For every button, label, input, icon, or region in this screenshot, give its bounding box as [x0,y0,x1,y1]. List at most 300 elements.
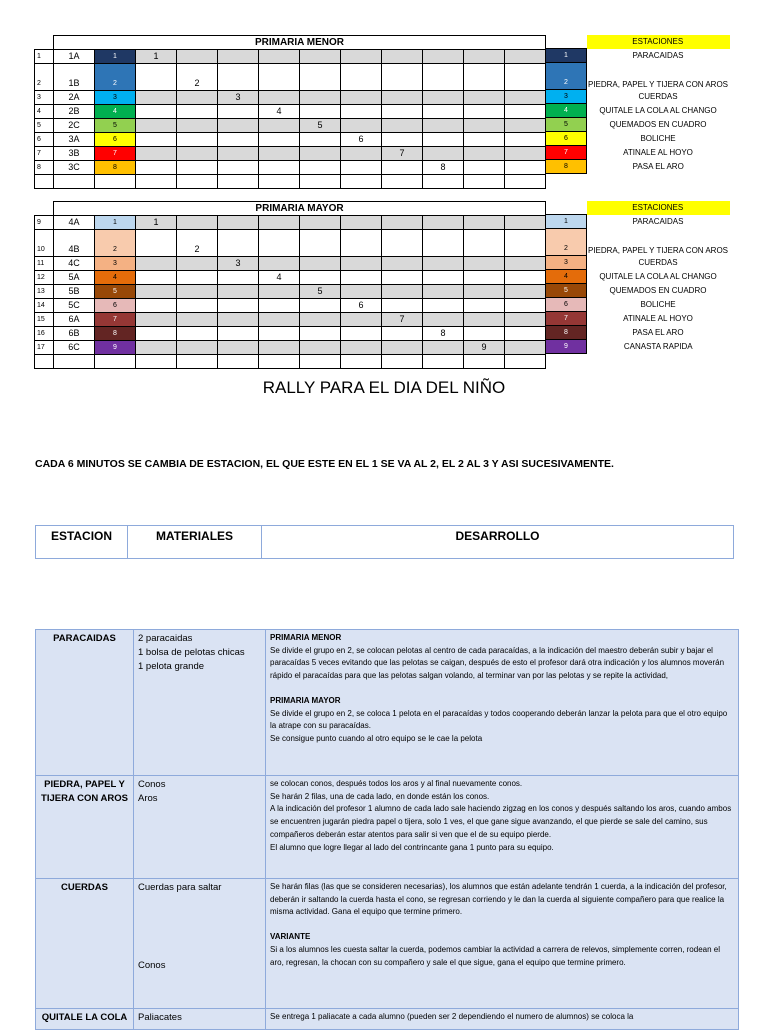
station-cell [136,230,177,257]
station-color-swatch: 7 [546,312,587,326]
empty-cell [382,355,423,369]
station-cell [218,119,259,133]
station-cell [382,285,423,299]
station-cell [259,147,300,161]
description-text: A la indicación del profesor 1 alumno de cada lado sale haciendo zigzag en los conos y después saltando los aros, cuando ambos se encuentren jugarán piedra papel o tijera, solo 1 ves, el que gane sigue avanzando, el que pierde se sale del camino, sus compañeros deberán estar atentos para salir si ven que el de su equipo pierde. [270,804,732,839]
description-text: El alumno que logre llegar al lado del contrincante gana 1 punto para su equipo. [270,842,554,852]
station-cell [218,105,259,119]
station-cell [218,230,259,257]
grid-row [35,119,546,133]
station-cell [177,299,218,313]
station-cell [259,91,300,105]
station-color-swatch: 4 [546,104,587,118]
station-cell [177,313,218,327]
station-cell: 7 [382,147,423,161]
station-color-swatch: 4 [546,270,587,284]
station-cell [382,119,423,133]
station-cell [423,257,464,271]
material-item: 1 pelota grande [138,661,205,672]
empty-cell [464,355,505,369]
detail-row-cuerdas [36,879,739,1009]
color-swatch: 4 [95,271,136,285]
color-swatch: 4 [95,105,136,119]
row-number: 13 [35,285,54,299]
detail-row-piedra [36,776,739,879]
station-cell [218,285,259,299]
station-cell [136,299,177,313]
station-cell [382,50,423,64]
row-number [35,355,54,369]
station-color-swatch: 3 [546,256,587,270]
station-color-swatch: 6 [546,298,587,312]
station-cell [136,64,177,91]
description-text: Si a los alumnos les cuesta saltar la cuerda, podemos cambiar la actividad a carrera de relevos, simplemente corren, rodean el aro, regresan, la chocan con su compañero y sale el que sigue, gana el equipo que termine primero. [270,944,720,967]
station-cell [341,161,382,175]
station-row [546,326,730,340]
row-number: 11 [35,257,54,271]
row-number: 1 [35,50,54,64]
station-cell [423,119,464,133]
station-cell [177,341,218,355]
description-text: Se harán filas (las que se consideren necesarias), los alumnos que están adelante tendrán 1 cuerda, a la indicación del profesor, deberán ir saltando la cuerda hasta el cono, se regresan corriendo y le dan la cuerda al siguiente compañero para que realice la misma actividad. Gana el equipo que termine primero. [270,882,727,917]
station-cell [136,133,177,147]
activities-header-table [35,525,734,559]
station-cell [300,299,341,313]
empty-cell [177,175,218,189]
grid-row [35,285,546,299]
color-swatch: 8 [95,327,136,341]
station-cell [218,327,259,341]
station-cell [177,119,218,133]
color-swatch: 1 [95,50,136,64]
station-cell [464,285,505,299]
header-estacion: ESTACION [36,526,128,559]
station-label: QUITALE LA COLA AL CHANGO [599,105,717,115]
station-cell [464,161,505,175]
description-text: Se divide el grupo en 2, se coloca 1 pelota en el paracaídas y todos cooperando deberán lanzar la pelota para que el otro equipo la atrape con su paracaídas. [270,708,728,731]
station-cell [218,64,259,91]
material-item: Conos [138,779,166,790]
station-cell [464,147,505,161]
station-cell [341,50,382,64]
row-number: 3 [35,91,54,105]
row-number: 9 [35,216,54,230]
row-number: 15 [35,313,54,327]
group-name: 3C [54,161,95,175]
station-cell [177,216,218,230]
primaria-mayor-grid [34,201,546,369]
station-label: CUERDAS [638,257,678,267]
station-cell [341,105,382,119]
grid-row [35,327,546,341]
station-cell [177,271,218,285]
description-text: se colocan conos, después todos los aros y al final nuevamente conos. [270,779,523,788]
color-swatch: 5 [95,285,136,299]
station-color-swatch: 2 [546,63,587,90]
station-cell [300,50,341,64]
empty-cell [218,175,259,189]
group-name: 2A [54,91,95,105]
station-cell [341,313,382,327]
grid-row [35,341,546,355]
station-row [546,63,730,90]
station-cell [300,161,341,175]
grid-row [35,64,546,91]
station-cell [300,133,341,147]
station-cell [464,257,505,271]
color-swatch: 7 [95,313,136,327]
grid-row [35,147,546,161]
station-cell [382,341,423,355]
station-cell [382,299,423,313]
group-name: 4B [54,230,95,257]
station-cell [218,299,259,313]
station-cell [218,133,259,147]
description-text: Se divide el grupo en 2, se colocan pelotas al centro de cada paracaídas, a la indicación del maestro deberán subir y bajar el paracaídas 5 veces evitando que las pelotas se caigan, después de esto el profesor dará otra indicación y los alumnos moverán rápido el paracaídas para que las pelotas salgan volando, al terminar van por las pelotas y se repite la actividad, [270,645,725,681]
station-cell [505,64,546,91]
station-name: CUERDAS [36,879,134,1009]
empty-cell [423,355,464,369]
stations-header: ESTACIONES [587,201,730,215]
group-name: 5C [54,299,95,313]
rotation-note: CADA 6 MINUTOS SE CAMBIA DE ESTACION, EL QUE ESTE EN EL 1 SE VA AL 2, EL 2 AL 3 Y ASI SUCESIVAMENTE. [35,458,614,470]
material-item: Conos [138,960,166,971]
station-cell [259,285,300,299]
station-cell: 8 [423,327,464,341]
color-swatch: 7 [95,147,136,161]
station-row [546,340,730,354]
station-row [546,146,730,160]
row-number: 14 [35,299,54,313]
group-name: 5B [54,285,95,299]
empty-cell [423,175,464,189]
station-cell [218,341,259,355]
station-cell [341,64,382,91]
station-cell [300,105,341,119]
color-swatch: 9 [95,341,136,355]
station-cell [259,119,300,133]
station-cell [341,91,382,105]
section-header: PRIMARIA MENOR [54,36,546,50]
station-cell [341,271,382,285]
station-cell [382,161,423,175]
station-cell [136,313,177,327]
station-cell [423,147,464,161]
station-cell [464,271,505,285]
station-cell [464,105,505,119]
station-cell [300,147,341,161]
materials-cell [134,776,266,879]
stations-swatch-header [546,201,587,215]
station-row [546,49,730,63]
empty-cell [382,175,423,189]
station-cell [177,285,218,299]
station-cell [259,341,300,355]
station-cell [300,327,341,341]
empty-cell [177,355,218,369]
station-name: PARACAIDAS [36,630,134,776]
station-label: BOLICHE [640,133,676,143]
station-label: CUERDAS [638,91,678,101]
station-label: QUITALE LA COLA AL CHANGO [599,271,717,281]
station-cell [300,341,341,355]
station-label: PIEDRA, PAPEL Y TIJERA CON AROS [587,245,729,255]
station-cell [382,91,423,105]
station-cell [505,271,546,285]
group-name: 3B [54,147,95,161]
station-color-swatch: 7 [546,146,587,160]
empty-cell [136,175,177,189]
station-cell [382,133,423,147]
row-number: 16 [35,327,54,341]
empty-cell [218,355,259,369]
station-cell [423,230,464,257]
station-cell [136,91,177,105]
station-cell [464,230,505,257]
station-label: BOLICHE [640,299,676,309]
material-item: Aros [138,793,158,804]
station-cell [259,216,300,230]
station-color-swatch: 1 [546,215,587,229]
empty-cell [54,175,95,189]
description-cell [266,879,739,1009]
station-cell [136,119,177,133]
empty-cell [464,175,505,189]
station-row [546,132,730,146]
empty-cell [136,355,177,369]
station-cell: 5 [300,119,341,133]
station-cell [505,105,546,119]
station-row [546,118,730,132]
section-title: PRIMARIA MENOR [270,633,342,642]
color-swatch: 8 [95,161,136,175]
station-cell [505,50,546,64]
grid-corner [35,36,54,50]
station-cell [464,299,505,313]
group-name: 1A [54,50,95,64]
station-cell [218,50,259,64]
group-name: 3A [54,133,95,147]
color-swatch: 3 [95,91,136,105]
description-text: Se harán 2 filas, una de cada lado, en donde están los conos. [270,791,490,801]
station-cell [300,313,341,327]
station-row [546,104,730,118]
station-cell [382,64,423,91]
station-cell [177,91,218,105]
station-cell: 1 [136,50,177,64]
station-cell [177,147,218,161]
station-cell [136,285,177,299]
empty-cell [505,175,546,189]
station-row [546,312,730,326]
empty-cell [259,355,300,369]
station-cell [423,64,464,91]
station-row [546,284,730,298]
row-number: 17 [35,341,54,355]
primaria-mayor-stations [545,201,730,354]
station-cell [464,313,505,327]
station-cell [136,161,177,175]
station-cell [136,271,177,285]
station-label: PASA EL ARO [632,327,684,337]
station-label: CANASTA RAPIDA [623,341,693,351]
station-label: PASA EL ARO [632,161,684,171]
row-number: 4 [35,105,54,119]
group-name: 1B [54,64,95,91]
grid-row [35,91,546,105]
station-label: PARACAIDAS [632,50,684,60]
station-color-swatch: 2 [546,229,587,256]
grid-corner [35,202,54,216]
station-cell [259,299,300,313]
material-item: 2 paracaidas [138,633,193,644]
station-label: ATINALE AL HOYO [623,147,693,157]
grid-row [35,105,546,119]
station-cell [300,257,341,271]
section-header: PRIMARIA MAYOR [54,202,546,216]
empty-cell [95,175,136,189]
station-cell [423,91,464,105]
station-cell [382,327,423,341]
station-color-swatch: 3 [546,90,587,104]
empty-cell [54,355,95,369]
grid-row [35,271,546,285]
station-cell: 6 [341,299,382,313]
station-cell [505,133,546,147]
station-cell [423,341,464,355]
group-name: 6A [54,313,95,327]
grid-row [35,230,546,257]
station-label: PARACAIDAS [632,216,684,226]
group-name: 4C [54,257,95,271]
station-color-swatch: 5 [546,118,587,132]
color-swatch: 3 [95,257,136,271]
description-cell: Se entrega 1 paliacate a cada alumno (pueden ser 2 dependiendo el numero de alumnos) se coloca la [266,1009,739,1030]
station-cell: 1 [136,216,177,230]
primaria-menor-stations [545,35,730,174]
station-cell [341,119,382,133]
group-name: 5A [54,271,95,285]
station-cell: 4 [259,271,300,285]
color-swatch: 6 [95,133,136,147]
empty-cell [259,175,300,189]
row-number: 7 [35,147,54,161]
station-cell [464,50,505,64]
station-cell [177,133,218,147]
materials-cell: Paliacates [134,1009,266,1030]
station-label: PIEDRA, PAPEL Y TIJERA CON AROS [587,79,729,89]
row-number: 6 [35,133,54,147]
station-cell [505,285,546,299]
material-item: 1 bolsa de pelotas chicas [138,647,245,658]
station-cell [382,105,423,119]
material-item: Cuerdas para saltar [138,882,222,893]
grid-row [35,50,546,64]
station-cell: 2 [177,230,218,257]
grid-row [35,299,546,313]
color-swatch: 1 [95,216,136,230]
station-cell [177,50,218,64]
station-cell [300,91,341,105]
station-label: QUEMADOS EN CUADRO [609,285,707,295]
row-number: 12 [35,271,54,285]
station-label: ATINALE AL HOYO [623,313,693,323]
station-cell [423,133,464,147]
header-materiales: MATERIALES [128,526,262,559]
station-cell [505,230,546,257]
station-cell [341,285,382,299]
station-cell: 2 [177,64,218,91]
page-title: RALLY PARA EL DIA DEL NIÑO [262,378,506,397]
station-cell [464,133,505,147]
stations-swatch-header [546,35,587,49]
station-cell [382,230,423,257]
station-cell [505,257,546,271]
group-name: 2C [54,119,95,133]
station-cell [341,147,382,161]
station-cell [423,50,464,64]
row-number: 8 [35,161,54,175]
row-number: 5 [35,119,54,133]
empty-cell [300,355,341,369]
station-color-swatch: 6 [546,132,587,146]
station-cell: 4 [259,105,300,119]
station-cell [341,327,382,341]
station-cell [300,230,341,257]
station-cell [505,161,546,175]
station-cell [136,147,177,161]
station-cell [505,327,546,341]
station-cell [382,216,423,230]
station-row [546,160,730,174]
station-cell: 3 [218,91,259,105]
station-cell [464,64,505,91]
row-number [35,175,54,189]
station-color-swatch: 8 [546,160,587,174]
station-cell [259,230,300,257]
materials-cell [134,879,266,1009]
activities-detail-table [35,629,739,1030]
station-cell [218,147,259,161]
color-swatch: 5 [95,119,136,133]
section-title: VARIANTE [270,932,311,942]
station-cell [218,161,259,175]
station-cell: 7 [382,313,423,327]
grid-row [35,161,546,175]
station-cell [341,216,382,230]
group-name: 6C [54,341,95,355]
station-row [546,298,730,312]
station-cell [259,257,300,271]
station-cell [177,105,218,119]
color-swatch: 2 [95,64,136,91]
station-cell: 6 [341,133,382,147]
station-cell [300,271,341,285]
grid-row [35,313,546,327]
station-cell: 9 [464,341,505,355]
station-cell: 5 [300,285,341,299]
description-cell [266,776,739,879]
group-name: 2B [54,105,95,119]
group-name: 6B [54,327,95,341]
station-cell [259,161,300,175]
station-cell [423,216,464,230]
station-cell [423,271,464,285]
station-cell [505,91,546,105]
station-row [546,256,730,270]
station-color-swatch: 1 [546,49,587,63]
station-cell [505,216,546,230]
